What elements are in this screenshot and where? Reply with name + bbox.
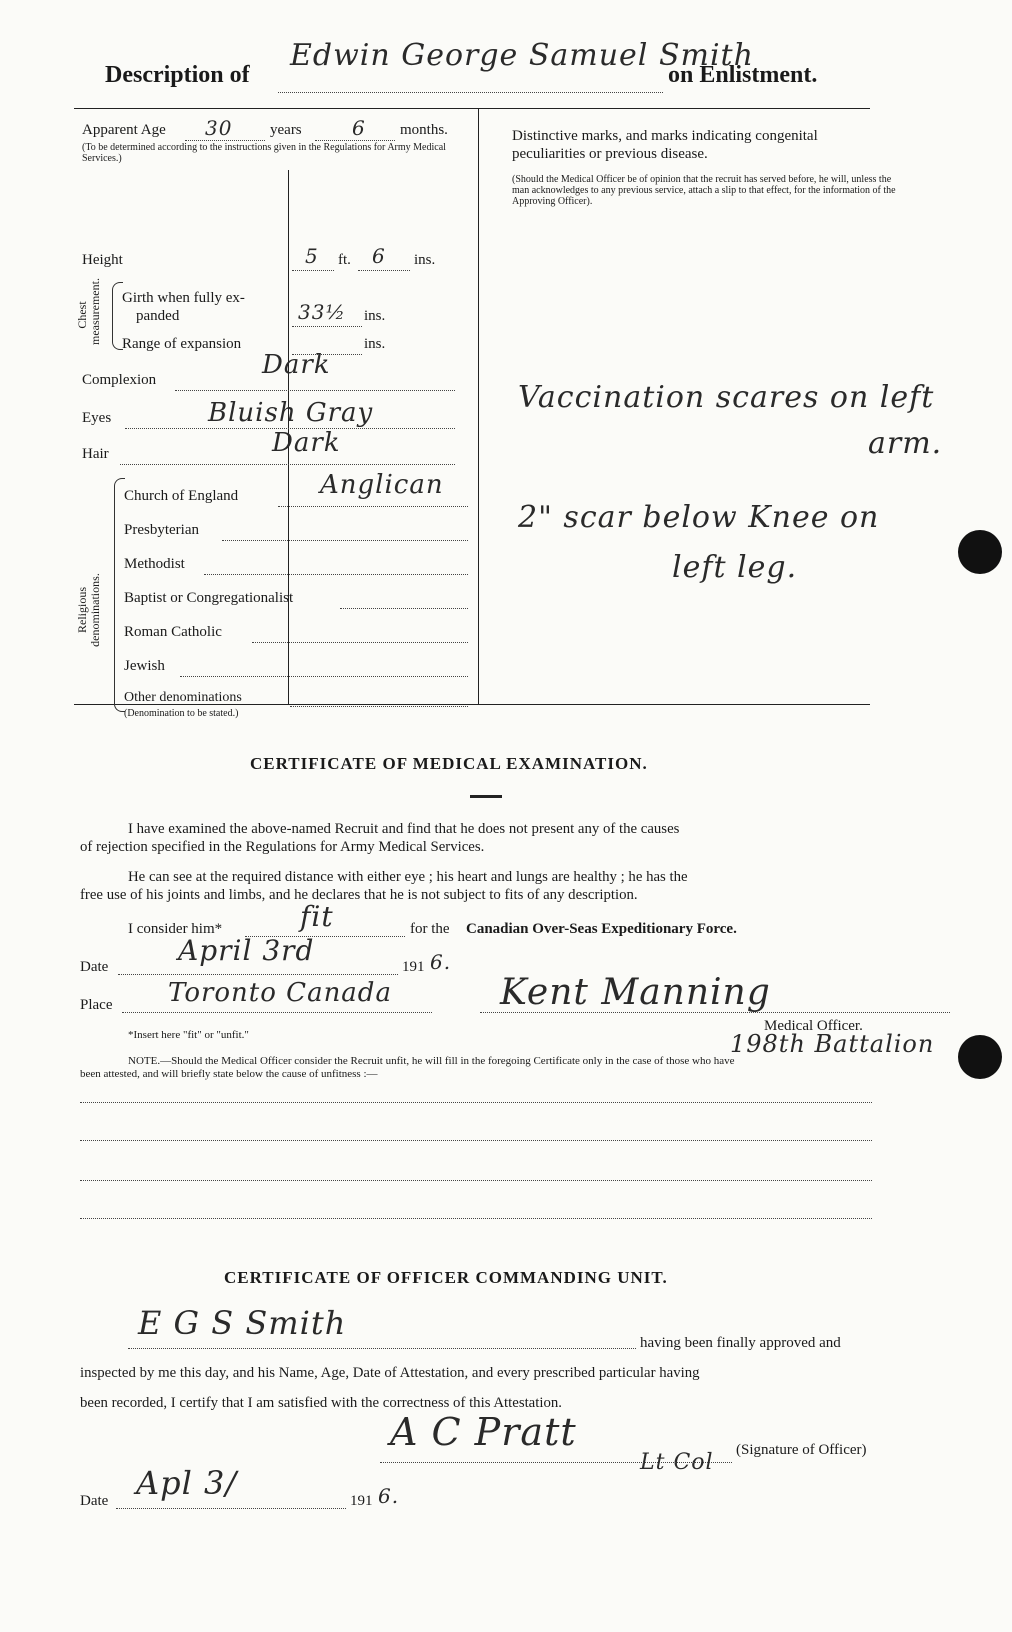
header-suffix: on Enlistment. [668,62,818,88]
unfit-line-4 [80,1218,872,1219]
medical-date-label: Date [80,959,109,975]
medical-para2-line2: free use of his joints and limbs, and he declares that he is not subject to fits of any description. [80,887,638,903]
punch-hole-top [958,530,1002,574]
medical-para1-line1: I have examined the above-named Recruit and find that he does not present any of the causes [128,821,680,837]
form-center-divider [478,108,479,704]
unfit-line-1 [80,1102,872,1103]
place-label: Place [80,997,113,1013]
religion-label [76,550,102,670]
form-top-border [74,108,870,109]
denomination-label-0: Church of England [124,488,239,504]
unfit-line-2 [80,1140,872,1141]
height-ins-line [358,270,410,271]
officer-year-suffix: 6. [378,1484,400,1508]
girth-ins: ins. [364,308,386,324]
religion-label-text: Religious denominations. [75,573,102,647]
medical-date-value: April 3rd [178,934,315,967]
height-ft-line [292,270,334,271]
officer-rank: Lt Col [640,1450,714,1475]
marks-note-text: (Should the Medical Officer be of opinion that the recruit has served before, he will, unless the man acknowledges to any previous service, attach a slip to that effect, for the information of the Approving Officer). [512,174,896,207]
age-years-line [185,140,265,141]
medical-para2-line1: He can see at the required distance with either eye ; his heart and lungs are healthy ; he has the [128,869,688,885]
medical-year-prefix: 191 [402,959,425,975]
officer-signature-line [380,1462,732,1463]
officer-date-line [116,1508,346,1509]
marks-line-4: left leg. [672,550,798,585]
girth-label-2: panded [136,308,180,324]
height-ins: 6 [372,244,386,268]
punch-hole-bottom [958,1035,1002,1079]
height-ft: 5 [305,244,319,268]
battalion-value: 198th Battalion [730,1030,935,1058]
hair-line [120,464,455,465]
denomination-label-2: Methodist [124,556,185,572]
years-label: years [270,122,302,138]
medical-officer-signature: Kent Manning [500,972,771,1013]
denomination-line-2 [204,574,468,575]
unfit-note-2: been attested, and will briefly state below the cause of unfitness :— [80,1068,378,1080]
hair-value: Dark [272,428,341,458]
officer-date-label: Date [80,1493,109,1509]
officer-year-prefix: 191 [350,1493,373,1509]
consider-value: fit [300,900,334,933]
range-label: Range of expansion [122,336,242,352]
officer-date-value: Apl 3/ [136,1464,238,1502]
hair-label: Hair [82,446,109,462]
unfit-line-3 [80,1180,872,1181]
medical-signature-line [480,1012,950,1013]
header-name-line [278,92,663,93]
force-label: Canadian Over-Seas Expeditionary Force. [466,921,737,937]
apparent-age-label: Apparent Age [82,122,166,138]
consider-label: I consider him* [128,921,223,937]
complexion-value: Dark [262,350,331,380]
denomination-line-1 [222,540,468,541]
medical-date-line [118,974,398,975]
chest-label-text: Chest measurement. [75,278,102,345]
eyes-value: Bluish Gray [208,398,374,428]
denomination-value-0: Anglican [320,470,444,500]
medical-officer-label: Medical Officer. [764,1018,863,1034]
months-label: months. [400,122,448,138]
place-value: Toronto Canada [168,978,392,1008]
officer-signature-label: (Signature of Officer) [736,1442,867,1458]
denomination-line-3 [340,608,468,609]
denomination-line-5 [180,676,468,677]
consider-suffix: for the [410,921,450,937]
marks-heading-2: peculiarities or previous disease. [512,146,708,162]
girth-label-1: Girth when fully ex- [122,290,245,306]
denomination-label-1: Presbyterian [124,522,199,538]
marks-line-3: 2" scar below Knee on [518,500,880,535]
denomination-label-6: Other denominations [124,690,242,705]
officer-line3: been recorded, I certify that I am satisfied with the correctness of this Attestation. [80,1395,562,1411]
chest-label [75,278,102,345]
denomination-line-6 [290,706,468,707]
denomination-line-4 [252,642,468,643]
girth-value-line [292,326,362,327]
officer-signature: A C Pratt [390,1410,577,1454]
marks-heading-1: Distinctive marks, and marks indicating congenital [512,128,818,144]
age-note-text: (To be determined according to the instructions given in the Regulations for Army Medical Services.) [82,142,446,164]
denomination-label-4: Roman Catholic [124,624,222,640]
marks-note [512,174,904,207]
denomination-label-3: Baptist or Congregationalist [124,590,294,606]
marks-line-2: arm. [868,426,943,461]
complexion-line [175,390,455,391]
header-name: Edwin George Samuel Smith [290,38,754,73]
ft-label: ft. [338,252,351,268]
denomination-note: (Denomination to be stated.) [124,708,239,719]
insert-note: *Insert here "fit" or "unfit." [128,1029,249,1041]
medical-title: CERTIFICATE OF MEDICAL EXAMINATION. [250,754,648,773]
officer-title: CERTIFICATE OF OFFICER COMMANDING UNIT. [224,1268,668,1287]
eyes-label: Eyes [82,410,112,426]
ins-label: ins. [414,252,436,268]
height-label: Height [82,252,123,268]
place-line [122,1012,432,1013]
medical-title-rule [470,795,502,798]
age-note [82,142,466,164]
officer-line2: inspected by me this day, and his Name, Age, Date of Attestation, and every prescribed particular having [80,1365,700,1381]
marks-line-1: Vaccination scares on left [518,380,935,415]
header-prefix: Description of [105,62,250,88]
complexion-label: Complexion [82,372,157,388]
officer-name-line [128,1348,636,1349]
unfit-note-1: NOTE.—Should the Medical Officer consider the Recruit unfit, he will fill in the foregoing Certificate only in the case of those who have [128,1055,735,1067]
age-months-line [315,140,395,141]
denomination-line-0 [278,506,468,507]
range-ins: ins. [364,336,386,352]
age-years: 30 [205,116,233,140]
age-months: 6 [352,116,366,140]
officer-line1-suffix: having been finally approved and [640,1335,841,1351]
girth-value: 33½ [298,300,346,324]
officer-name-value: E G S Smith [138,1304,347,1342]
denomination-label-5: Jewish [124,658,165,674]
medical-para1-line2: of rejection specified in the Regulations for Army Medical Services. [80,839,485,855]
medical-year-suffix: 6. [430,950,452,974]
